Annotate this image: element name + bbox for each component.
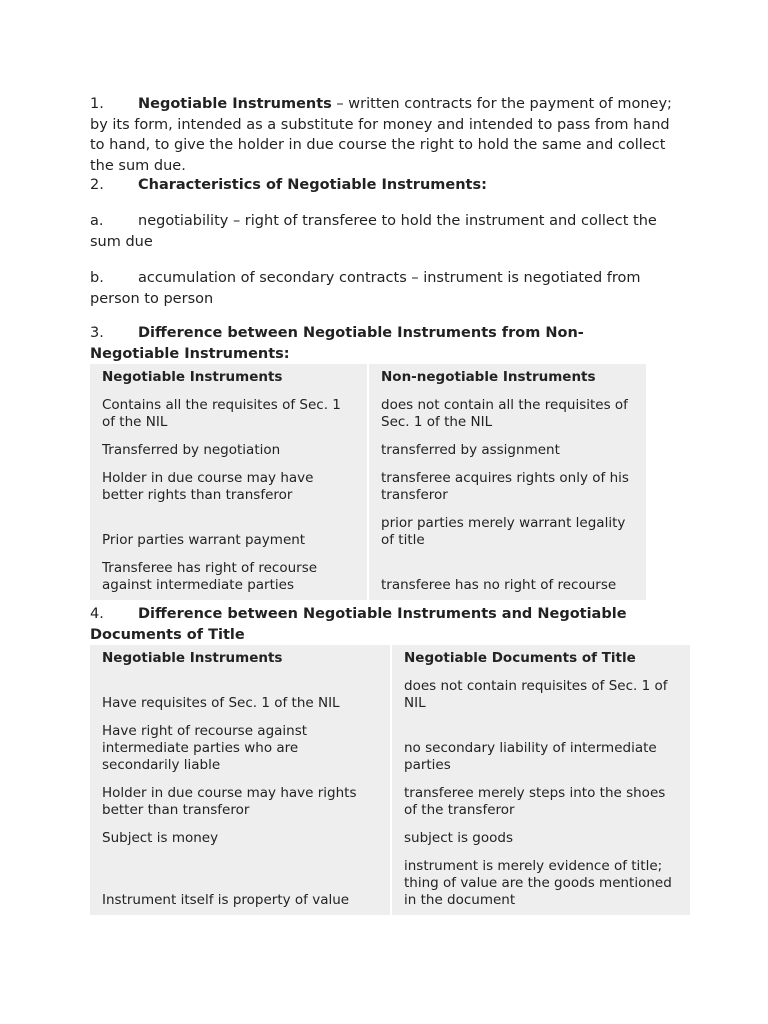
item-2a-paragraph bbox=[90, 211, 686, 252]
table-row bbox=[90, 465, 646, 510]
table-header-row bbox=[90, 645, 690, 673]
table-row bbox=[90, 718, 690, 780]
table-cell: no secondary liability of intermediate parties bbox=[390, 718, 690, 780]
table-cell: transferee merely steps into the shoes of the transferor bbox=[390, 780, 690, 825]
table-cell: Instrument itself is property of value bbox=[102, 892, 350, 908]
item-2a-text: negotiability – right of transferee to hold the instrument and collect the sum due bbox=[90, 213, 657, 250]
item-1-term: Negotiable Instruments bbox=[138, 96, 332, 112]
table-cell: transferee acquires rights only of his transferor bbox=[367, 465, 646, 510]
table-ni-vs-non-ni bbox=[90, 364, 646, 600]
item-2a-label: a. bbox=[90, 213, 104, 229]
table-row bbox=[90, 555, 646, 600]
table-cell: prior parties merely warrant legality of title bbox=[367, 510, 646, 555]
table-cell: Holder in due course may have better rights than transferor bbox=[102, 470, 314, 503]
item-2-heading-text: Characteristics of Negotiable Instruments: bbox=[138, 177, 487, 193]
table-row bbox=[90, 437, 646, 465]
table-cell: Subject is money bbox=[102, 830, 219, 846]
table-header-cell: Negotiable Instruments bbox=[102, 650, 283, 666]
table-cell: Contains all the requisites of Sec. 1 of the NIL bbox=[102, 397, 341, 430]
table-header-cell: Non-negotiable Instruments bbox=[367, 364, 646, 392]
table-cell: Transferee has right of recourse against intermediate parties bbox=[102, 560, 318, 593]
item-2-number: 2. bbox=[90, 177, 104, 193]
table-cell: Holder in due course may have rights better than transferor bbox=[102, 785, 357, 818]
table-cell: instrument is merely evidence of title; thing of value are the goods mentioned in the document bbox=[390, 853, 690, 915]
item-1-paragraph bbox=[90, 94, 686, 176]
table-cell: Prior parties warrant payment bbox=[102, 532, 306, 548]
item-3-heading bbox=[90, 323, 630, 364]
item-2b-paragraph bbox=[90, 268, 686, 309]
table-cell: does not contain all the requisites of Sec. 1 of the NIL bbox=[367, 392, 646, 437]
table-ni-vs-documents-of-title bbox=[90, 645, 690, 915]
table-cell: does not contain requisites of Sec. 1 of NIL bbox=[390, 673, 690, 718]
table-cell: subject is goods bbox=[390, 825, 690, 853]
item-4-number: 4. bbox=[90, 606, 104, 622]
table-row bbox=[90, 853, 690, 915]
item-1-number: 1. bbox=[90, 96, 104, 112]
item-4-heading-text: Difference between Negotiable Instruments and Negotiable Documents of Title bbox=[90, 606, 627, 643]
item-2b-label: b. bbox=[90, 270, 104, 286]
item-2b-text: accumulation of secondary contracts – instrument is negotiated from person to person bbox=[90, 270, 641, 307]
table-row bbox=[90, 825, 690, 853]
item-4-heading bbox=[90, 604, 686, 645]
table-header-cell: Negotiable Documents of Title bbox=[390, 645, 690, 673]
table-row bbox=[90, 392, 646, 437]
table-header-cell: Negotiable Instruments bbox=[102, 369, 283, 385]
table-cell: Have requisites of Sec. 1 of the NIL bbox=[102, 695, 340, 711]
item-1-definition: – written contracts for the payment of money; by its form, intended as a substitute for money and intended to pass from hand to hand, to give the holder in due course the right to hold the same and collect the sum due. bbox=[90, 96, 672, 174]
item-3-heading-text: Difference between Negotiable Instruments from Non-Negotiable Instruments: bbox=[90, 325, 584, 362]
table-row bbox=[90, 510, 646, 555]
item-2-heading bbox=[90, 175, 686, 196]
table-row bbox=[90, 673, 690, 718]
table-cell: transferred by assignment bbox=[367, 437, 646, 465]
table-header-row bbox=[90, 364, 646, 392]
table-row bbox=[90, 780, 690, 825]
table-cell: Have right of recourse against intermediate parties who are secondarily liable bbox=[102, 723, 308, 773]
table-cell: transferee has no right of recourse bbox=[367, 555, 646, 600]
item-3-number: 3. bbox=[90, 325, 104, 341]
table-cell: Transferred by negotiation bbox=[102, 442, 281, 458]
